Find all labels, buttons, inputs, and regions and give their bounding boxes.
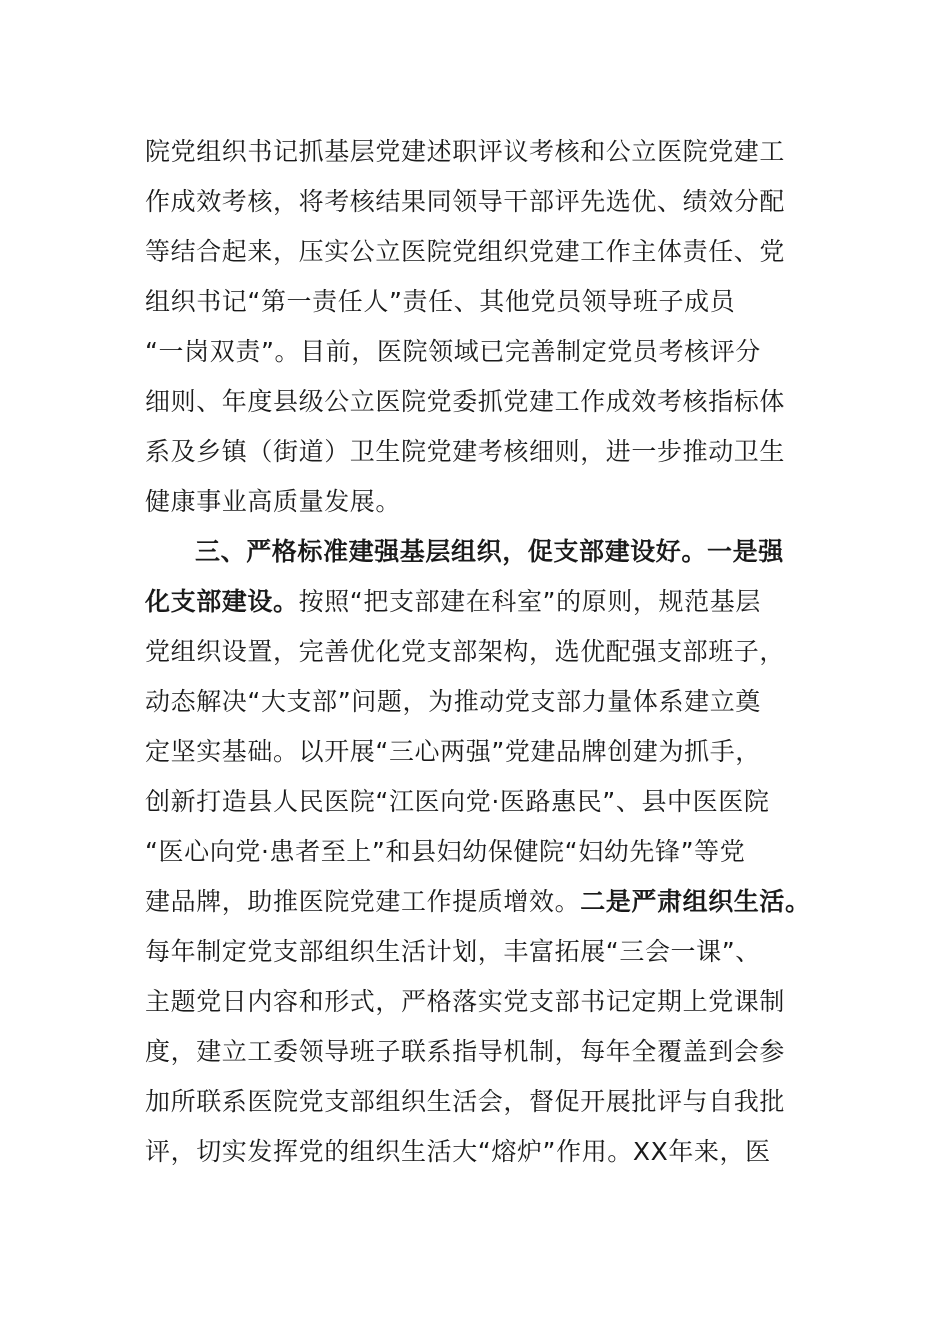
text-line <box>145 327 845 377</box>
text-run: 创新打造县人民医院“江医向党·医路惠民”、县中医医院 <box>145 787 770 816</box>
text-run: 系及乡镇（街道）卫生院党建考核细则，进一步推动卫生 <box>145 437 786 466</box>
text-run: 细则、年度县级公立医院党委抓党建工作成效考核指标体 <box>145 387 786 416</box>
text-line <box>145 877 845 927</box>
text-run: 定坚实基础。以开展“三心两强”党建品牌创建为抓手， <box>145 737 761 766</box>
text-line <box>145 1077 845 1127</box>
text-run: 按照“把支部建在科室”的原则，规范基层 <box>298 587 761 616</box>
document-body <box>145 127 845 1177</box>
text-line <box>145 377 845 427</box>
text-line <box>145 527 845 577</box>
text-line <box>145 677 845 727</box>
text-line <box>145 1027 845 1077</box>
text-run: 每年制定党支部组织生活计划，丰富拓展“三会一课”、 <box>145 937 761 966</box>
text-line <box>145 977 845 1027</box>
text-line <box>145 277 845 327</box>
text-line <box>145 127 845 177</box>
text-run: 院党组织书记抓基层党建述职评议考核和公立医院党建工 <box>145 137 786 166</box>
text-run: 评，切实发挥党的组织生活大“熔炉”作用。XX年来，医 <box>145 1137 771 1166</box>
text-run: 主题党日内容和形式，严格落实党支部书记定期上党课制 <box>145 987 786 1016</box>
text-run: 党组织设置，完善优化党支部架构，选优配强支部班子， <box>145 637 786 666</box>
text-line <box>145 927 845 977</box>
bold-text-run: 三、严格标准建强基层组织，促支部建设好。一是强 <box>195 537 784 566</box>
bold-text-run: 二是严肃组织生活。 <box>580 887 811 916</box>
text-line <box>145 477 845 527</box>
bold-text-run: 化支部建设。 <box>145 587 299 616</box>
text-run: 加所联系医院党支部组织生活会，督促开展批评与自我批 <box>145 1087 786 1116</box>
text-run: 建品牌，助推医院党建工作提质增效。 <box>145 887 581 916</box>
text-line <box>145 227 845 277</box>
text-line <box>145 577 845 627</box>
text-line <box>145 727 845 777</box>
text-run: 组织书记“第一责任人”责任、其他党员领导班子成员 <box>145 287 736 316</box>
text-line <box>145 427 845 477</box>
text-run: 作成效考核，将考核结果同领导干部评先选优、绩效分配 <box>145 187 786 216</box>
text-run: 动态解决“大支部”问题，为推动党支部力量体系建立奠 <box>145 687 761 716</box>
text-line <box>145 1127 845 1177</box>
text-run: 等结合起来，压实公立医院党组织党建工作主体责任、党 <box>145 237 786 266</box>
text-run: “医心向党·患者至上”和县妇幼保健院“妇幼先锋”等党 <box>145 837 746 866</box>
text-run: “一岗双责”。目前，医院领域已完善制定党员考核评分 <box>145 337 761 366</box>
text-line <box>145 627 845 677</box>
text-line <box>145 777 845 827</box>
text-run: 度，建立工委领导班子联系指导机制，每年全覆盖到会参 <box>145 1037 786 1066</box>
text-line <box>145 177 845 227</box>
text-line <box>145 827 845 877</box>
text-run: 健康事业高质量发展。 <box>145 487 402 516</box>
